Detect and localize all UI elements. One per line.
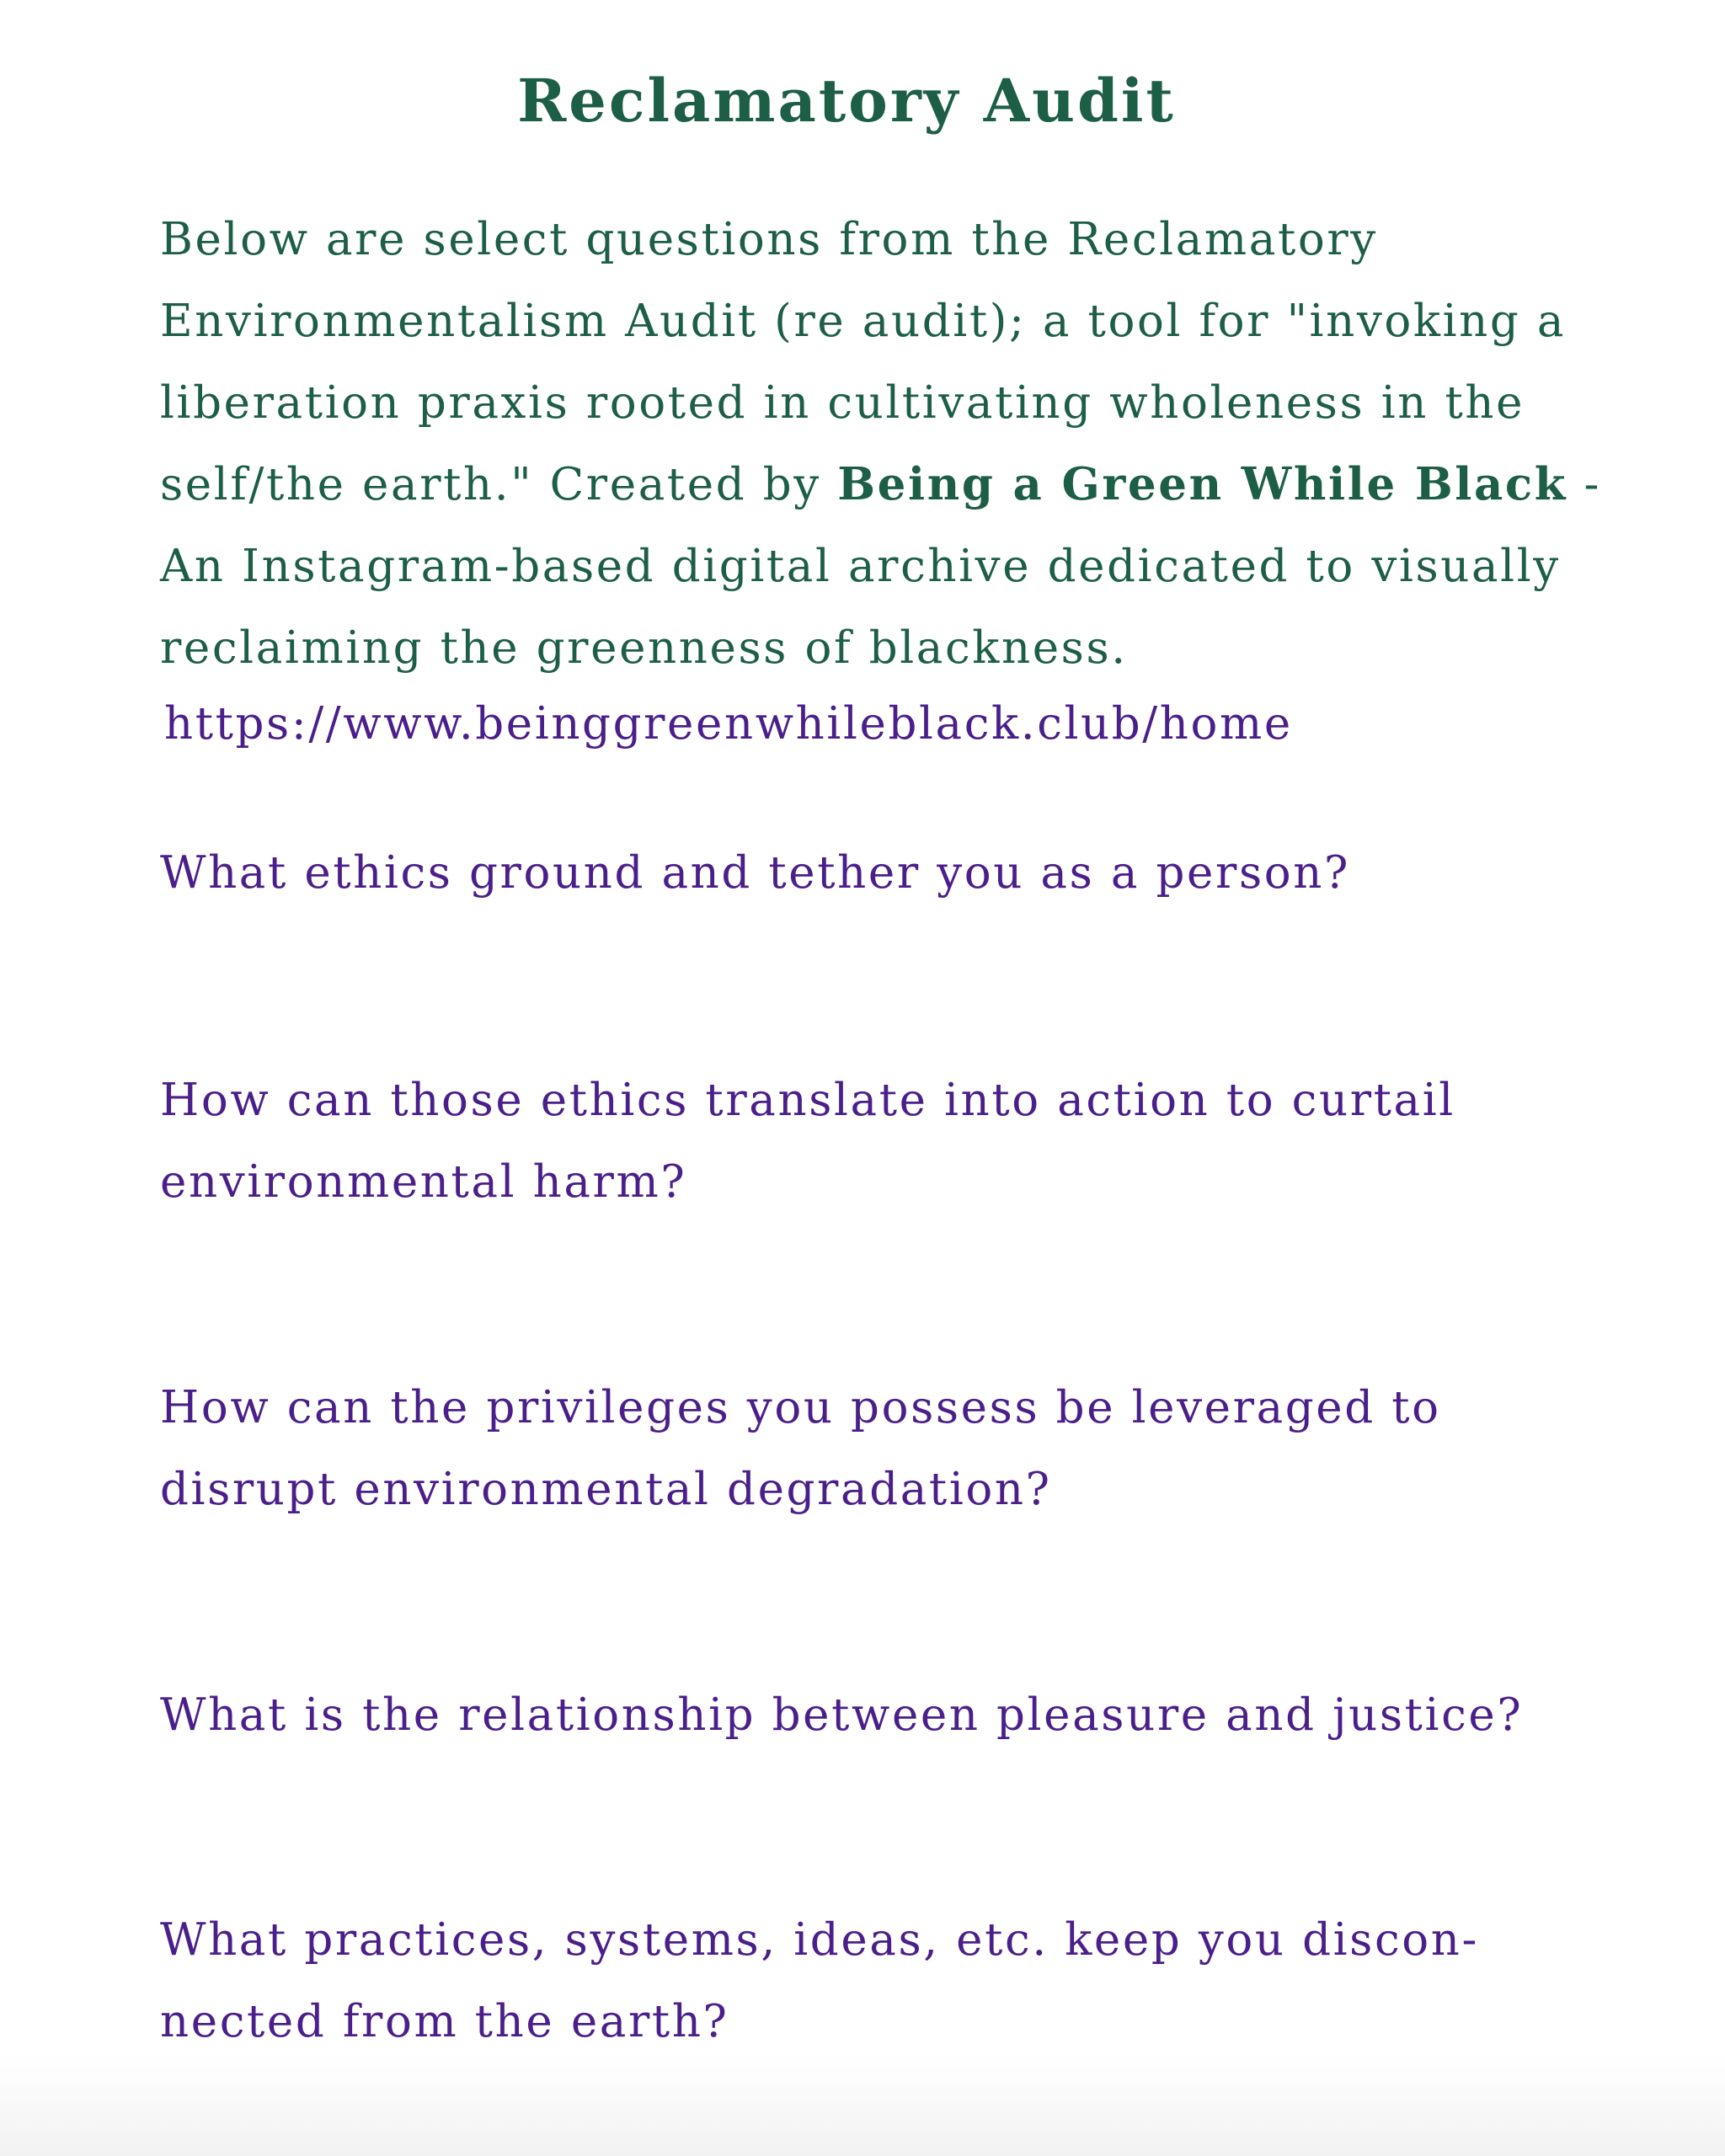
website-link[interactable]: https://www.beinggreenwhileblack.club/home (164, 698, 1293, 750)
intro-paragraph (160, 199, 1609, 689)
creator-name: Being a Green While Black (837, 458, 1568, 510)
question-item: What practices, systems, ideas, etc. keep you discon-nected from the earth? (160, 1914, 1479, 2047)
question-item: What is the relationship between pleasure and justice? (160, 1689, 1524, 1741)
intro-text: Below are select questions from the Reclamatory Environmentalism Audit (re audit); a tool for "invoking a liberation praxis rooted in cultivating wholeness in the self/the earth." Created by (160, 214, 1567, 510)
question-item: How can the privileges you possess be leveraged to disrupt environmental degradation? (160, 1382, 1441, 1515)
question-item: How can those ethics translate into action to curtail environmental harm? (160, 1075, 1455, 1208)
page-title: Reclamatory Audit (517, 66, 1176, 136)
question-item: What ethics ground and tether you as a person? (160, 847, 1351, 899)
intro-text-continued: - An Instagram-based digital archive dedicated to visually reclaiming the greenness of blackness. (160, 459, 1602, 674)
